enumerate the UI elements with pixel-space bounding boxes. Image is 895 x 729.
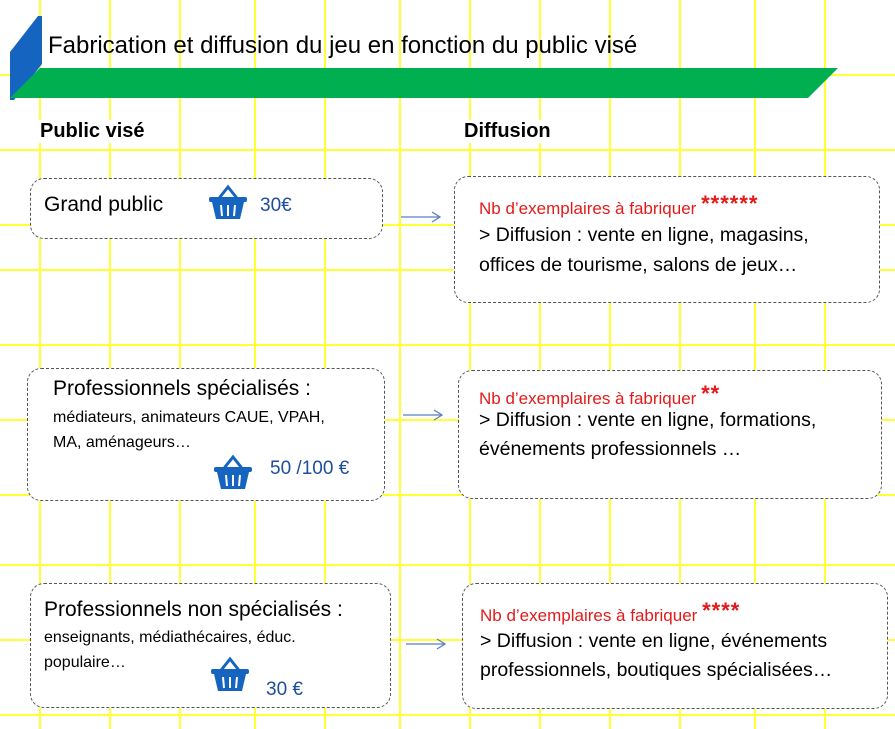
copies-stars: **: [701, 381, 721, 406]
column-header-diffusion: Diffusion: [464, 120, 551, 142]
public-title: Professionnels non spécialisés :: [44, 598, 343, 621]
diffusion-line-1: > Diffusion : vente en ligne, formations,: [479, 409, 817, 431]
public-title: Professionnels spécialisés :: [53, 377, 311, 400]
public-detail-line-2: MA, aménageurs…: [53, 434, 191, 451]
diffusion-box-professionnels-non-specialises: [462, 583, 888, 709]
column-header-public: Public visé: [40, 120, 145, 142]
shopping-basket-icon: [209, 656, 251, 694]
public-detail-line-2: populaire…: [44, 654, 126, 671]
copies-label-text: Nb d’exemplaires à fabriquer: [479, 199, 697, 218]
copies-label-text: Nb d’exemplaires à fabriquer: [479, 389, 697, 408]
price-label: 30 €: [266, 679, 303, 700]
arrow-right-icon: [400, 210, 442, 224]
public-title: Grand public: [44, 193, 164, 216]
diffusion-box-professionnels-specialises: [458, 370, 882, 499]
diffusion-line-2: offices de tourisme, salons de jeux…: [479, 254, 798, 276]
public-detail-line-1: médiateurs, animateurs CAUE, VPAH,: [53, 409, 325, 426]
page-title: Fabrication et diffusion du jeu en fonction du public visé: [48, 32, 638, 59]
public-detail-line-1: enseignants, médiathécaires, éduc.: [44, 629, 296, 646]
copies-label-text: Nb d’exemplaires à fabriquer: [480, 606, 698, 625]
diffusion-line-2: professionnels, boutiques spécialisées…: [480, 659, 833, 681]
public-box-grand-public: [30, 178, 383, 239]
shopping-basket-icon: [207, 184, 249, 222]
arrow-right-icon: [405, 637, 447, 651]
title-underline-bar: [0, 68, 895, 100]
copies-stars: ******: [701, 191, 759, 216]
arrow-right-icon: [402, 408, 444, 422]
copies-count-label: [479, 191, 759, 220]
public-box-professionnels-non-specialises: [30, 583, 391, 708]
diffusion-line-2: événements professionnels …: [479, 438, 742, 460]
diffusion-box-grand-public: [454, 176, 880, 303]
diffusion-line-1: > Diffusion : vente en ligne, magasins,: [479, 224, 809, 246]
shopping-basket-icon: [212, 454, 254, 492]
copies-count-label: [480, 598, 741, 627]
price-label: 30€: [260, 195, 292, 216]
copies-stars: ****: [702, 598, 741, 623]
public-box-professionnels-specialises: [27, 368, 385, 501]
price-label: 50 /100 €: [270, 458, 350, 479]
diffusion-line-1: > Diffusion : vente en ligne, événements: [480, 630, 828, 652]
